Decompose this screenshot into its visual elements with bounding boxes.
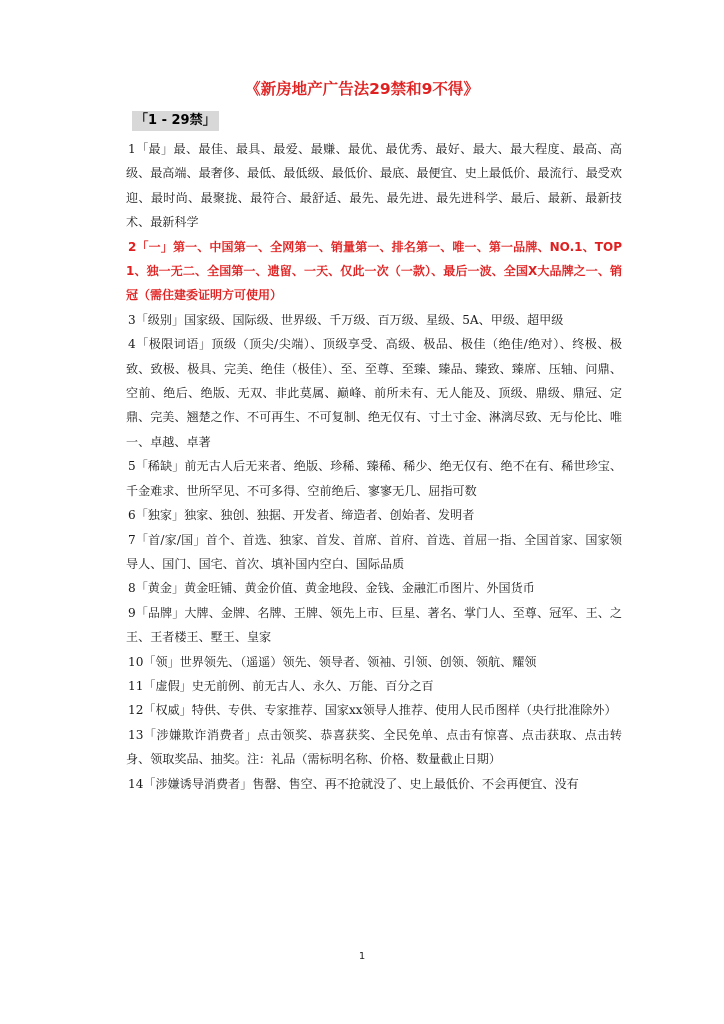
- list-item: 8「黄金」黄金旺铺、黄金价值、黄金地段、金钱、金融汇币图片、外国货币: [128, 581, 535, 596]
- page-title: 《新房地产广告法29禁和9不得》: [245, 80, 479, 98]
- list-item: 12「权威」特供、专供、专家推荐、国家xx领导人推荐、使用人民币图样（央行批准除外）: [128, 703, 617, 718]
- list-item: 11「虚假」史无前例、前无古人、永久、万能、百分之百: [128, 678, 434, 693]
- item-list: [126, 137, 622, 796]
- list-item: 7「首/家/国」首个、首选、独家、首发、首席、首府、首选、首屈一指、全国首家、国家领导人、国门、国宅、首次、填补国内空白、国际品质: [126, 532, 622, 571]
- list-item: 6「独家」独家、独创、独据、开发者、缔造者、创始者、发明者: [128, 508, 475, 523]
- list-item-highlight: 2「一」第一、中国第一、全网第一、销量第一、排名第一、唯一、第一品牌、NO.1、TOP1、独一无二、全国第一、遗留、一天、仅此一次（一款）、最后一波、全国X大品牌之一、销冠（需住建委证明方可使用）: [126, 239, 622, 303]
- list-item: 1「最」最、最佳、最具、最爱、最赚、最优、最优秀、最好、最大、最大程度、最高、高级、最高端、最奢侈、最低、最低级、最低价、最底、最便宜、史上最低价、最流行、最受欢迎、最时尚、最聚拢、最符合、最舒适、最先、最先进、最先进科学、最后、最新、最新技术、最新科学: [126, 142, 622, 230]
- list-item: 5「稀缺」前无古人后无来者、绝版、珍稀、臻稀、稀少、绝无仅有、绝不在有、稀世珍宝、千金难求、世所罕见、不可多得、空前绝后、寥寥无几、屈指可数: [126, 459, 622, 498]
- list-item: 14「涉嫌诱导消费者」售罄、售空、再不抢就没了、史上最低价、不会再便宜、没有: [128, 776, 579, 791]
- list-item: 13「涉嫌欺诈消费者」点击领奖、恭喜获奖、全民免单、点击有惊喜、点击获取、点击转身、领取奖品、抽奖。注：礼品（需标明名称、价格、数量截止日期）: [126, 727, 622, 767]
- section-heading: 「1 - 29禁」: [132, 111, 219, 131]
- list-item: 9「品牌」大牌、金牌、名牌、王牌、领先上市、巨星、著名、掌门人、至尊、冠军、王、之王、王者楼王、墅王、皇家: [126, 605, 622, 645]
- page-number: 1: [358, 951, 366, 962]
- list-item: 4「极限词语」顶级（顶尖/尖端）、顶级享受、高级、极品、极佳（绝佳/绝对）、终极、极致、致极、极具、完美、绝佳（极佳）、至、至尊、至臻、臻品、臻致、臻席、压轴、问鼎、空前、绝后、绝版、无双、非此莫属、巅峰、前所未有、无人能及、顶级、鼎级、鼎冠、定鼎、完美、翘楚之作、不可再生、不可复制、绝无仅有、寸土寸金、淋漓尽致、无与伦比、唯一、卓越、卓著: [126, 337, 622, 449]
- list-item: 3「级别」国家级、国际级、世界级、千万级、百万级、星级、5A、甲级、超甲级: [128, 312, 564, 327]
- list-item: 10「领」世界领先、（遥遥）领先、领导者、领袖、引领、创领、领航、耀领: [128, 654, 537, 669]
